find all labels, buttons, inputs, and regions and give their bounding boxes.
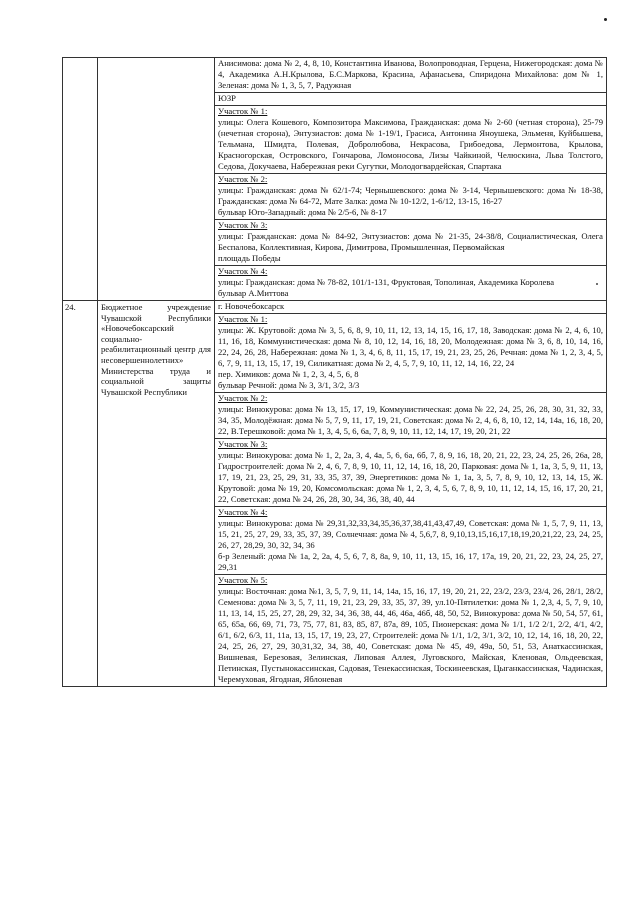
row-number bbox=[63, 58, 98, 301]
address-cell bbox=[215, 58, 607, 301]
address-block bbox=[215, 58, 606, 93]
section-streets: улицы: Олега Кошевого, Композитора Максимова, Гражданская: дома № 2-60 (четная сторона), 25-79 (нечетная сторона), Энтузиастов: дома № 1-19/1, Грасиса, Антонина Яноушека, Эльменя, Куйбышева, Тельмана, Шмидта, Полевая, Добролюбова, Некрасова, Грибоедова, Лермонтова, Крылова, Красногорская, Островского, Гончарова, Ломоносова, Лизы Чайкиной, Челюскина, Льва Толстого, Седова, Докучаева, Набережная реки Сугутки, Молодогвардейская, Спартака bbox=[218, 117, 603, 171]
section-block bbox=[215, 174, 606, 220]
section-block bbox=[215, 220, 606, 266]
section-title: Участок № 3: bbox=[218, 220, 268, 230]
section-streets: улицы: Гражданская: дома № 78-82, 101/1-131, Фруктовая, Тополиная, Академика Королева bbox=[218, 277, 555, 287]
assignment-table bbox=[62, 57, 607, 687]
section-title: Участок № 4: bbox=[218, 507, 268, 517]
section-title: Участок № 4: bbox=[218, 266, 268, 276]
section-block bbox=[215, 393, 606, 439]
section-streets: улицы: Винокурова: дома № 1, 2, 2а, 3, 4, 4а, 5, 6, 6а, 6б, 7, 8, 9, 16, 18, 20, 21, 22, 23, 24, 25, 26, 26а, 28, Гидростроителей: дома № 2, 4, 6, 7, 8, 9, 10, 11, 12, 14, 16, 18, 20, Парковая: дома № 1, 1а, 3, 5, 9, 11, 13, 17, 19, 21, 23, 25, 29, 31, 33, 35, 37, 39, Энергетиков: дома № 1, 1а, 3, 5, 7, 8, 9, 10, 12, 13, 14, 15, Ж. Крутовой: дома № 19, 20, Комсомольская: дома № 1, 2, 3, 4, 5, 6, 7, 8, 9, 10, 11, 12, 14, 15, 16, 17, 20, 21, 22, Советская: дома № 24, 26, 28, 30, 34, 36, 38, 40, 44 bbox=[218, 450, 603, 504]
section-block bbox=[215, 266, 606, 300]
address-cell bbox=[215, 301, 607, 687]
section-extra: пер. Химиков: дома № 1, 2, 3, 4, 5, 6, 8 bbox=[218, 369, 359, 379]
section-extra: б-р Зеленый: дома № 1а, 2, 2а, 4, 5, 6, 7, 8, 8а, 9, 10, 11, 13, 15, 16, 17, 17а, 19, 20, 21, 22, 23, 24, 25, 27, 29,31 bbox=[218, 551, 603, 572]
section-block bbox=[215, 507, 606, 575]
section-streets: улицы: Гражданская: дома № 62/1-74; Чернышевского: дома № 3-14, Чернышевского: дома № 18-38, Гражданская: дома № 64-72, Мате Залка: дома № 10-12/2, 1-6/12, 13-15, 16-27 bbox=[218, 185, 603, 206]
city-heading bbox=[215, 301, 606, 314]
section-streets: улицы: Винокурова: дома № 13, 15, 17, 19, Коммунистическая: дома № 22, 24, 25, 26, 28, 30, 31, 32, 33, 34, 35, Молодёжная: дома № 5, 7, 9, 11, 17, 19, 21, Советская: дома № 2, 4, 6, 8, 10, 12, 14, 14а, 16, 18, 20, 22, В.Терешковой: дома № 1, 3, 4, 5, 6, 6а, 7, 8, 9, 10, 11, 12, 14, 17, 19, 20, 21, 22 bbox=[218, 404, 603, 436]
district-name: ЮЗР bbox=[218, 93, 236, 103]
table-row bbox=[63, 58, 607, 301]
section-extra: площадь Победы bbox=[218, 253, 281, 263]
section-block bbox=[215, 314, 606, 393]
section-title: Участок № 1: bbox=[218, 314, 268, 324]
table-row bbox=[63, 301, 607, 687]
organization-name bbox=[98, 58, 215, 301]
section-title: Участок № 3: bbox=[218, 439, 268, 449]
section-block bbox=[215, 575, 606, 686]
row-number: 24. bbox=[63, 301, 98, 687]
section-extra: бульвар Речной: дома № 3, 3/1, 3/2, 3/3 bbox=[218, 380, 360, 390]
section-extra: бульвар Юго-Западный: дома № 2/5-6, № 8-17 bbox=[218, 207, 387, 217]
page-mark bbox=[604, 18, 607, 21]
section-streets: улицы: Винокурова: дома № 29,31,32,33,34,35,36,37,38,41,43,47,49, Советская: дома № 1, 5, 7, 9, 11, 13, 15, 21, 25, 27, 29, 33, 35, 37, 39, Солнечная: дома № 4, 5,6,7, 8, 9,10,13,15,16,17,18,19,20,21,22, 23, 24, 25, 26, 27, 28,29, 30, 32, 34, 36 bbox=[218, 518, 603, 550]
district-heading bbox=[215, 93, 606, 106]
section-streets: улицы: Гражданская: дома № 84-92, Энтузиастов: дома № 21-35, 24-38/8, Социалистическая, Олега Беспалова, Коллективная, Кирова, Димитрова, Промышленная, Первомайская bbox=[218, 231, 603, 252]
city-name: г. Новочебоксарск bbox=[218, 301, 285, 311]
section-block bbox=[215, 106, 606, 174]
section-title: Участок № 2: bbox=[218, 393, 268, 403]
section-extra: бульвар А.Миттова bbox=[218, 288, 289, 298]
section-block bbox=[215, 439, 606, 507]
section-title: Участок № 2: bbox=[218, 174, 268, 184]
organization-name: Бюджетное учреждение Чувашской Республики «Новочебоксарский социально-реабилитационный центр для несовершеннолетних» Министерства труда и социальной защиты Чувашской Республики bbox=[98, 301, 215, 687]
section-title: Участок № 1: bbox=[218, 106, 268, 116]
address-text: Анисимова: дома № 2, 4, 8, 10, Константина Иванова, Волопроводная, Герцена, Нижегородская: дома № 4, Академика А.Н.Крылова, Б.С.Маркова, Красина, Афанасьева, Спиридона Михайлова: дом № 1, Зеленая: дома № 1, 3, 5, 7, Радужная bbox=[218, 58, 603, 90]
section-streets: улицы: Восточная: дома №1, 3, 5, 7, 9, 11, 14, 14а, 15, 16, 17, 19, 20, 21, 22, 23/2, 23/3, 23/4, 26, 28/1, 28/2, Семенова: дома № 3, 5, 7, 11, 19, 21, 23, 29, 33, 35, 37, 39, ул.10-Пятилетки: дома № 1, 2,3, 4, 5, 7, 9, 10, 11, 13, 14, 15, 25, 27, 28, 29, 32, 34, 36, 38, 44, 46, 46а, 46б, 48, 50, 52, Винокурова: дома № 50, 54, 57, 61, 65, 65а, 66, 69, 71, 73, 75, 77, 81, 83, 85, 87, 87а, 89, 105, Пионерская: дома № 1/1, 1/2 2/1, 2/2, 4/1, 4/2, 6/1, 6/2, 6/3, 11, 11а, 13, 15, 17, 19, 23, 27, Строителей: дома № 1/1, 1/2, 3/1, 3/2, 10, 12, 14, 16, 18, 20, 22, 24, 25, 26, 27, 29, 30,31,32, 34, 38, 40, Советская: дома № 45, 49, 49а, 50, 51, 53, Анаткассинская, Вишневая, Березовая, Зелинская, Липовая Аллея, Луговского, Майская, Кленовая, Ольдеевская, Петинская, Пустынокассинская, Садовая, Тенекассинская, Тоскинеевская, Цыганкассинская, Чадинская, Черемуховая, Ягодная, Яблоневая bbox=[218, 586, 603, 684]
section-title: Участок № 5: bbox=[218, 575, 268, 585]
section-streets: улицы: Ж. Крутовой: дома № 3, 5, 6, 8, 9, 10, 11, 12, 13, 14, 15, 16, 17, 18, Заводская: дома № 2, 4, 6, 10, 11, 16, 18, Коммунистическая: дома № 8, 10, 12, 14, 16, 18, 20, Молодежная: дома № 3, 6, 8, 10, 14, 16, 22, 24, 26, 28, Набережная: дома № 1, 3, 4, 6, 8, 11, 15, 17, 19, 21, 23, 25, 26, Речная: дома № 1, 2, 3, 4, 5, 6, 7, 9, 11, 13, 15, 17, 19, Силикатная: дома № 2, 4, 5, 7, 9, 10, 11, 12, 14, 16, 22, 24 bbox=[218, 325, 603, 368]
